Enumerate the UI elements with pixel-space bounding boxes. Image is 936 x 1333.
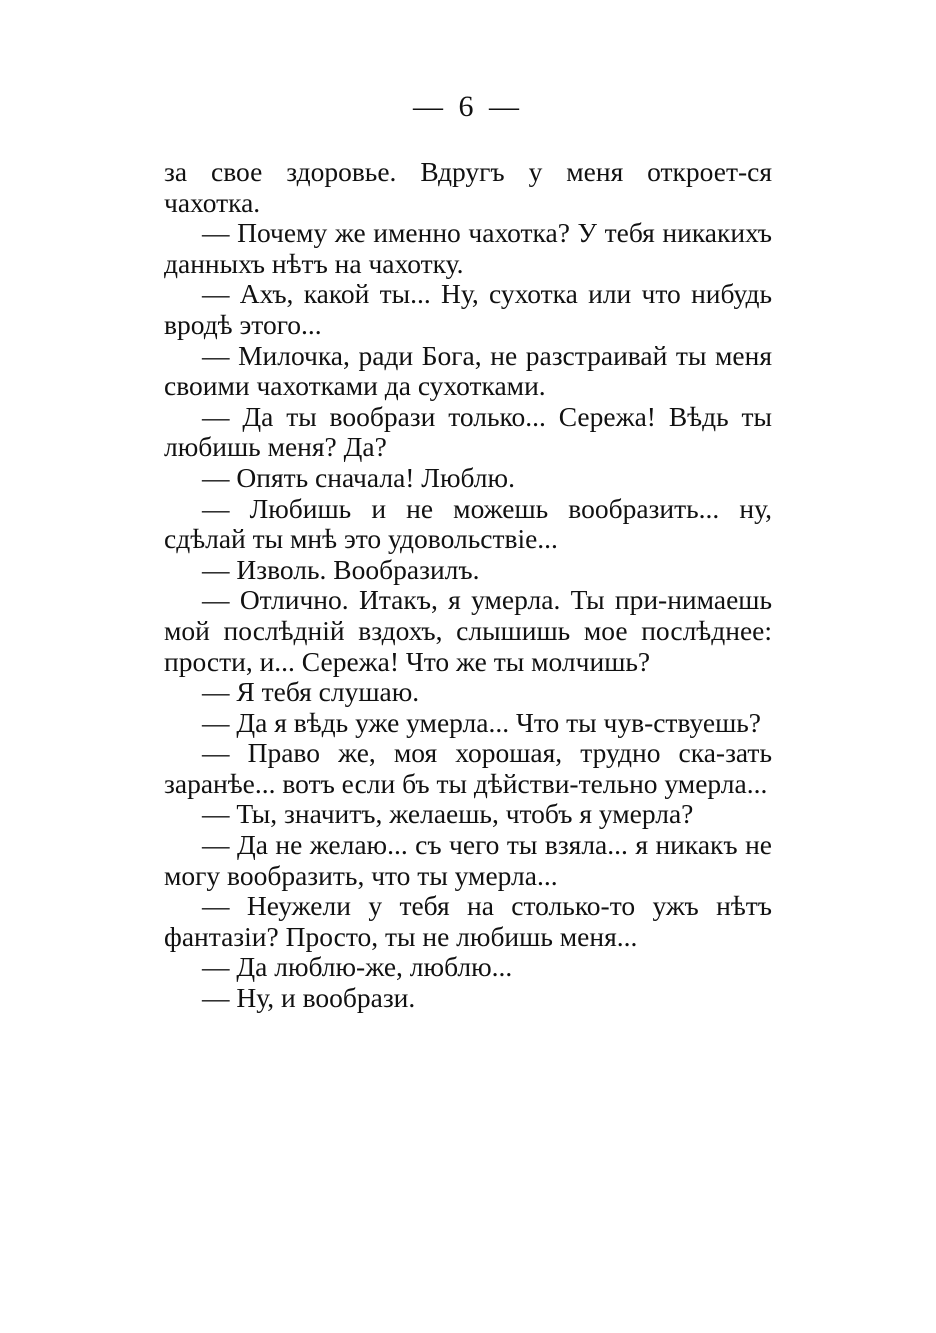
paragraph: — Опять сначала! Люблю. xyxy=(202,461,515,493)
paragraph: — Да люблю-же, люблю... xyxy=(202,951,513,983)
paragraph: за свое здоровье. Вдругъ у меня откроет-ся чахотка. xyxy=(164,156,772,218)
paragraph: — Изволь. Вообразилъ. xyxy=(202,553,480,585)
paragraph: — Я тебя слушаю. xyxy=(202,676,420,708)
paragraph: — Да не желаю... съ чего ты взяла... я никакъ не могу вообразить, что ты умерла... xyxy=(164,829,772,891)
paragraph: — Неужели у тебя на столько-то ужъ нѣтъ фантазіи? Просто, ты не любишь меня... xyxy=(164,890,772,952)
paragraph: — Да я вѣдь уже умерла... Что ты чув-ствуешь? xyxy=(202,706,762,738)
body-text xyxy=(164,157,772,1014)
paragraph: — Ты, значитъ, желаешь, чтобъ я умерла? xyxy=(202,798,694,830)
paragraph: — Да ты вообрази только... Сережа! Вѣдь ты любишь меня? Да? xyxy=(164,400,772,463)
paragraph: — Ахъ, какой ты... Ну, сухотка или что нибудь вродѣ этого... xyxy=(164,278,772,340)
paragraph: — Ну, и вообрази. xyxy=(202,982,416,1014)
paragraph: — Почему же именно чахотка? У тебя никакихъ данныхъ нѣтъ на чахотку. xyxy=(164,217,772,279)
paragraph: — Право же, моя хорошая, трудно ска-зать заранѣе... вотъ если бъ ты дѣйстви-тельно умерла... xyxy=(164,737,772,799)
page-number: — 6 — xyxy=(413,90,523,123)
paragraph: — Отлично. Итакъ, я умерла. Ты при-нимаешь мой послѣдній вздохъ, слышишь мое послѣднее: прости, и... Сережа! Что же ты молчишь? xyxy=(164,584,772,677)
paragraph: — Любишь и не можешь вообразить... ну, сдѣлай ты мнѣ это удовольствіе... xyxy=(164,492,772,555)
paragraph: — Милочка, ради Бога, не разстраивай ты меня своими чахотками да сухотками. xyxy=(164,339,772,402)
